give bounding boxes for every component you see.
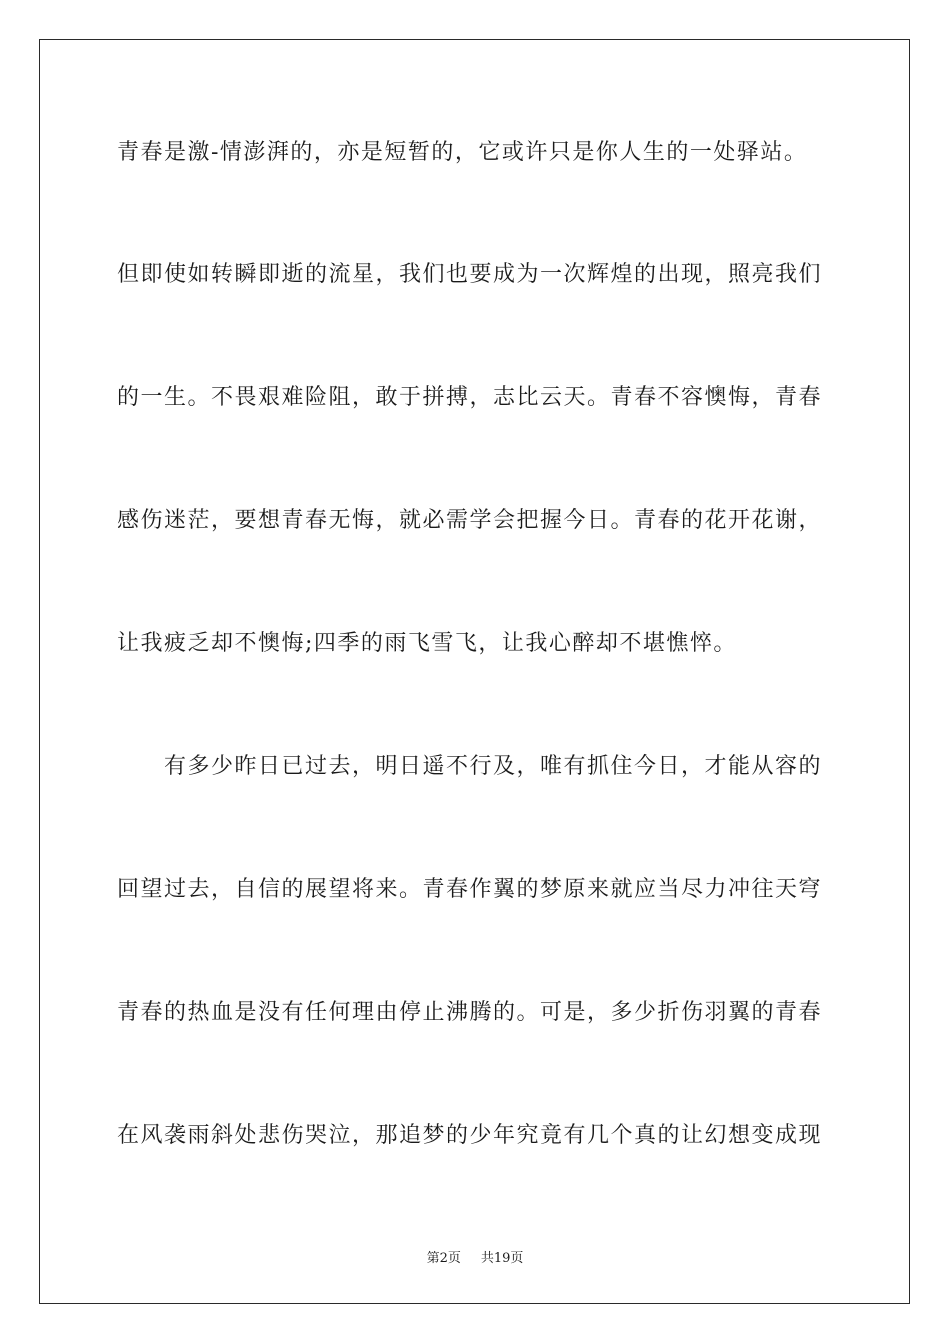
text-line: 感伤迷茫，要想青春无悔，就必需学会把握今日。青春的花开花谢， xyxy=(117,508,823,533)
text-line: 回望过去，自信的展望将来。青春作翼的梦原来就应当尽力冲往天穹 xyxy=(117,877,823,902)
text-line: 但即使如转瞬即逝的流星，我们也要成为一次辉煌的出现，照亮我们 xyxy=(117,262,823,287)
text-line: 青春的热血是没有任何理由停止沸腾的。可是，多少折伤羽翼的青春 xyxy=(117,1000,823,1025)
text-line: 青春是激-情澎湃的，亦是短暂的，它或许只是你人生的一处驿站。 xyxy=(117,140,808,165)
page-border xyxy=(39,39,910,1304)
text-line: 在风袭雨斜处悲伤哭泣，那追梦的少年究竟有几个真的让幻想变成现 xyxy=(117,1123,823,1148)
text-line: 的一生。不畏艰难险阻，敢于拼搏，志比云天。青春不容懊悔，青春 xyxy=(117,385,823,410)
text-line-indented: 有多少昨日已过去，明日遥不行及，唯有抓住今日，才能从容的 xyxy=(164,754,823,779)
page-footer xyxy=(0,1247,950,1266)
page-number-current: 第2页 xyxy=(426,1251,461,1266)
text-line: 让我疲乏却不懊悔;四季的雨飞雪飞，让我心醉却不堪憔悴。 xyxy=(117,631,737,656)
page-number-total: 共19页 xyxy=(480,1251,524,1266)
